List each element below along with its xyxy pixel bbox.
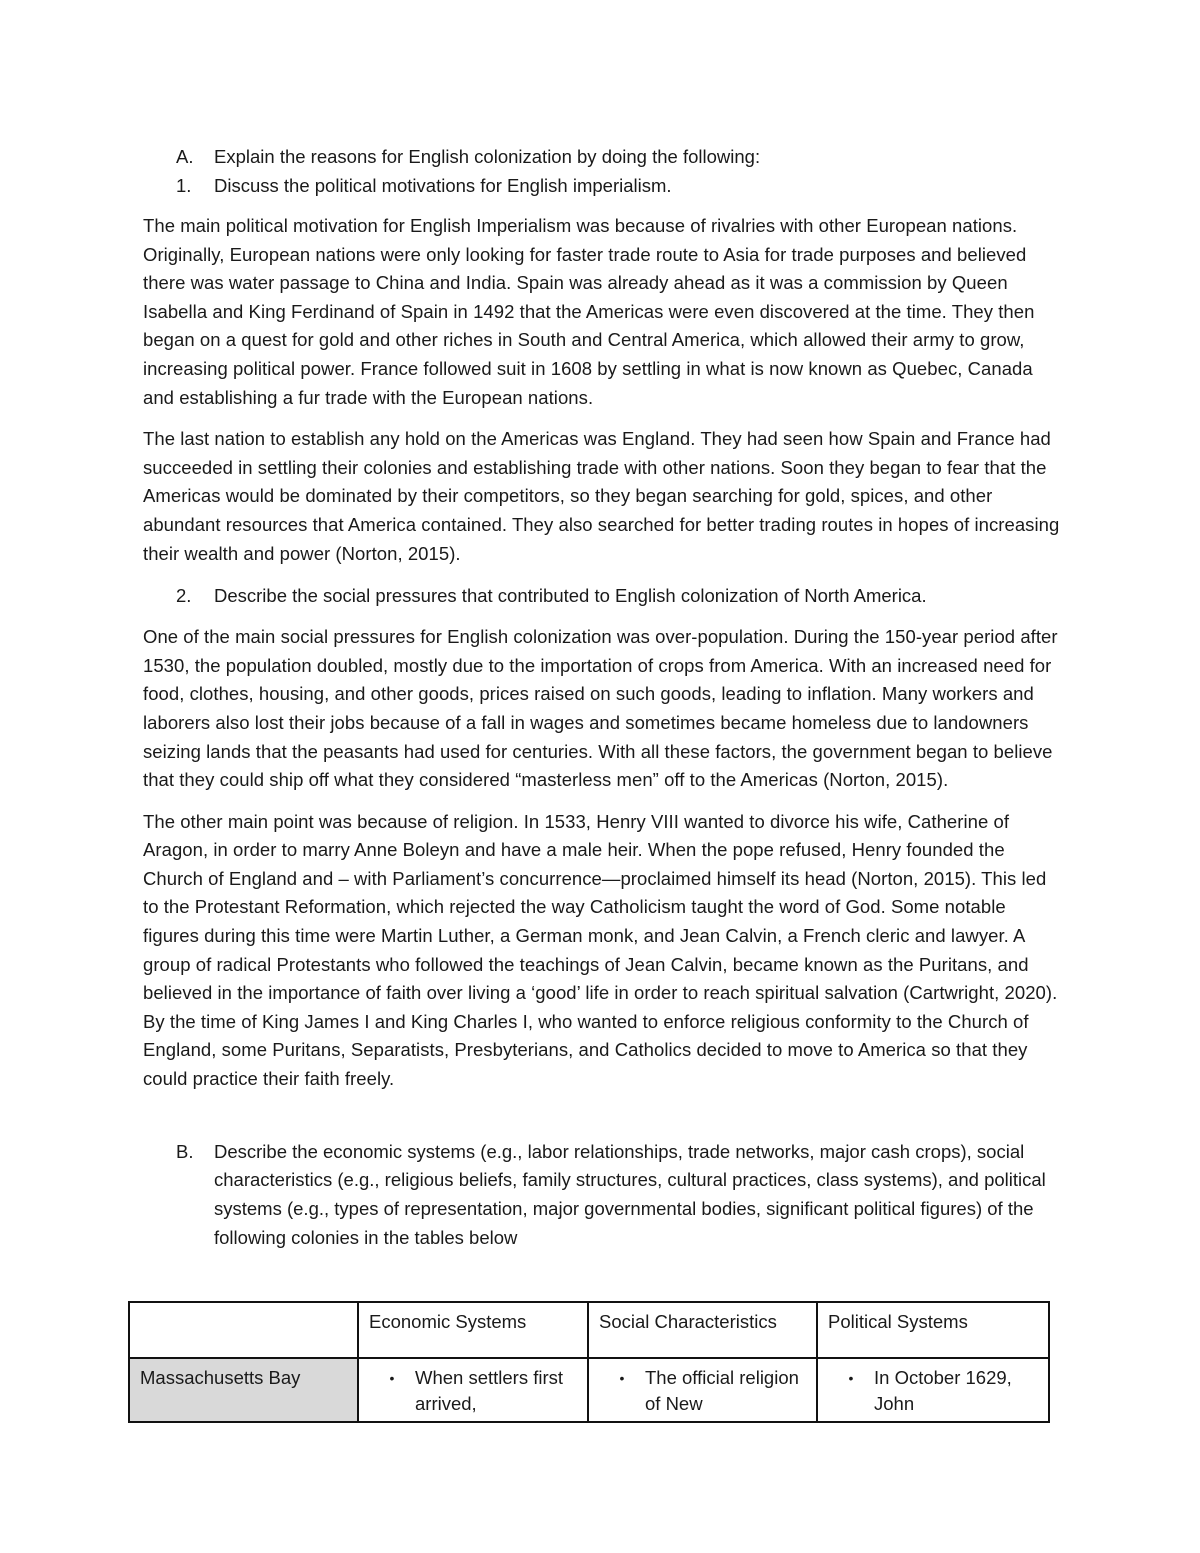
social-text: The official religion of New xyxy=(645,1367,799,1414)
colonies-table xyxy=(128,1301,1050,1423)
section-b-marker: B. xyxy=(176,1140,194,1162)
political-cell xyxy=(817,1358,1049,1422)
table-row xyxy=(129,1358,1049,1422)
question-2-text: Describe the social pressures that contributed to English colonization of North America. xyxy=(214,585,927,607)
table-header-row xyxy=(129,1302,1049,1358)
table-header-political: Political Systems xyxy=(817,1302,1049,1358)
table-header-social: Social Characteristics xyxy=(588,1302,817,1358)
section-a-heading-text: Explain the reasons for English colonization by doing the following: xyxy=(214,146,761,167)
economic-text: When settlers first arrived, xyxy=(415,1367,564,1414)
section-a-marker: A. xyxy=(176,146,194,167)
paragraph-political-2: The last nation to establish any hold on the Americas was England. They had seen how Spain and France had succeeded in settling their colonies and establishing trade with other nations. Soon they began to fear that the Americas would be dominated by their competitors, so they began searching for gold, spices, and other abundant resources that America contained. They also searched for better trading routes in hopes of increasing their wealth and power (Norton, 2015). xyxy=(143,428,1060,564)
section-a-heading xyxy=(143,142,1063,171)
political-text: In October 1629, John xyxy=(874,1367,1012,1414)
table-header-empty xyxy=(129,1302,358,1358)
bullet-icon: • xyxy=(389,1370,395,1386)
colony-name-cell: Massachusetts Bay xyxy=(129,1358,358,1422)
section-b-heading-text: Describe the economic systems (e.g., labor relationships, trade networks, major cash crops), social characteristics (e.g., religious beliefs, family structures, cultural practices, class systems), and political systems (e.g., types of representation, major governmental bodies, significant political figures) of the following colonies in the tables below xyxy=(214,1140,1046,1249)
bullet-icon: • xyxy=(619,1370,625,1386)
question-1-text: Discuss the political motivations for English imperialism. xyxy=(214,175,672,196)
paragraph-political-1: The main political motivation for English Imperialism was because of rivalries with other European nations. Originally, European nations were only looking for faster trade route to Asia for trade purposes and believed there was water passage to China and India. Spain was already ahead as it was a commission by Queen Isabella and King Ferdinand of Spain in 1492 that the Americas were even discovered at the time. They then began on a quest for gold and other riches in South and Central America, which allowed their army to grow, increasing political power. France followed suit in 1608 by settling in what is now known as Quebec, Canada and establishing a fur trade with the European nations. xyxy=(143,215,1035,408)
social-cell xyxy=(588,1358,817,1422)
question-2 xyxy=(143,581,1063,610)
section-b-heading xyxy=(143,1138,1063,1253)
question-1-marker: 1. xyxy=(176,175,192,196)
economic-cell xyxy=(358,1358,588,1422)
paragraph-social-1: One of the main social pressures for English colonization was over-population. During the 150-year period after 1530, the population doubled, mostly due to the importation of crops from America. With an increased need for food, clothes, housing, and other goods, prices raised on such goods, leading to inflation. Many workers and laborers also lost their jobs because of a fall in wages and sometimes became homeless due to landowners seizing lands that the peasants had used for centuries. With all these factors, the government began to believe that they could ship off what they considered “masterless men” off to the Americas (Norton, 2015). xyxy=(143,626,1058,791)
bullet-icon: • xyxy=(848,1370,854,1386)
question-2-marker: 2. xyxy=(176,585,192,607)
paragraph-social-2: The other main point was because of religion. In 1533, Henry VIII wanted to divorce his wife, Catherine of Aragon, in order to marry Anne Boleyn and have a male heir. When the pope refused, Henry founded the Church of England and – with Parliament’s concurrence—proclaimed himself its head (Norton, 2015). This led to the Protestant Reformation, which rejected the way Catholicism taught the word of God. Some notable figures during this time were Martin Luther, a German monk, and Jean Calvin, a French cleric and lawyer. A group of radical Protestants who followed the teachings of Jean Calvin, became known as the Puritans, and believed in the importance of faith over living a ‘good’ life in order to reach spiritual salvation (Cartwright, 2020). By the time of King James I and King Charles I, who wanted to enforce religious conformity to the Church of England, some Puritans, Separatists, Presbyterians, and Catholics decided to move to America so that they could practice their faith freely. xyxy=(143,810,1058,1090)
table-header-economic: Economic Systems xyxy=(358,1302,588,1358)
document-body xyxy=(143,142,1063,1253)
question-1 xyxy=(143,171,1063,200)
